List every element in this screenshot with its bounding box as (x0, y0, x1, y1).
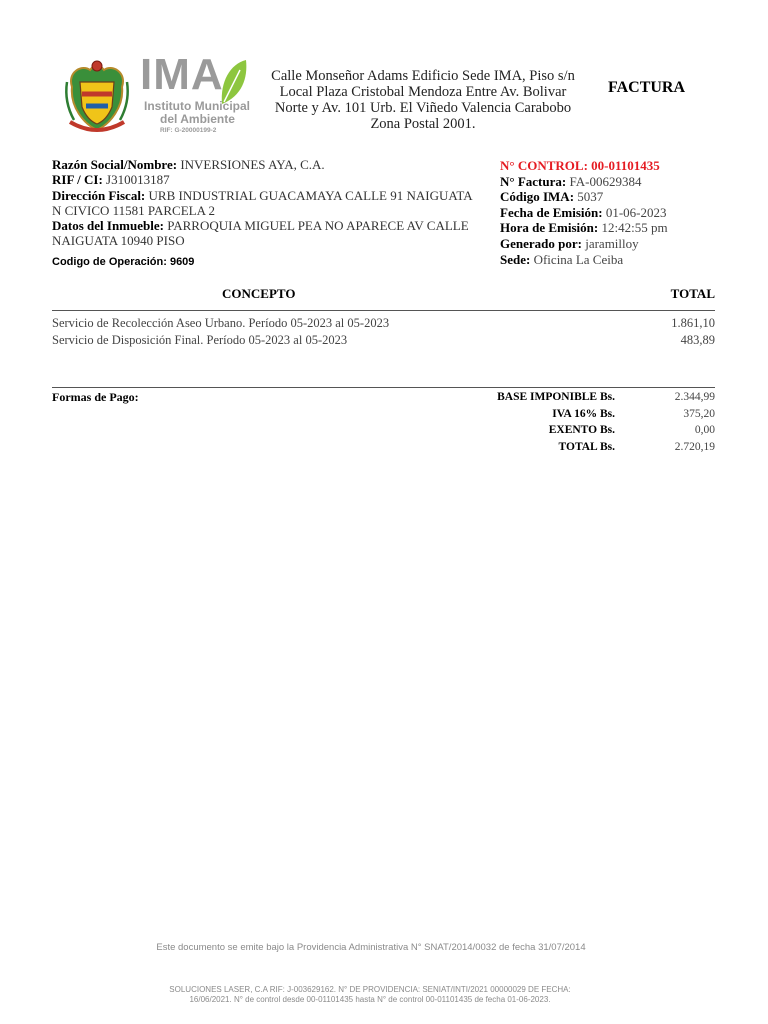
hora-label: Hora de Emisión: (500, 220, 599, 236)
totals-value: 2.344,99 (674, 391, 715, 403)
address-line: Norte y Av. 101 Urb. El Viñedo Valencia Carabobo (274, 100, 572, 116)
totals-row (430, 406, 715, 423)
rif-row (52, 172, 472, 187)
control-number: N° CONTROL: 00-01101435 (500, 158, 660, 173)
concept-table-body (52, 315, 715, 349)
client-info (52, 157, 472, 249)
fecha-value: 01-06-2023 (605, 204, 667, 220)
rif-label: RIF / CI: (52, 172, 103, 188)
sede-row (500, 252, 740, 268)
address-line: Calle Monseñor Adams Edificio Sede IMA, Piso s/n (271, 68, 575, 84)
direccion-row (52, 188, 472, 219)
totals-value: 0,00 (694, 424, 715, 436)
providencia-note: Este documento se emite bajo la Providencia Administrativa N° SNAT/2014/0032 de fecha 31/07/2014 (156, 942, 586, 953)
logo-brand: IMA (140, 50, 224, 99)
inmueble-value: PARROQUIA MIGUEL PEA NO APARECE AV CALLE NAIGUATA 10940 PISO (52, 218, 469, 249)
total-cell: 1.861,10 (671, 316, 715, 330)
address-line: Local Plaza Cristobal Mendoza Entre Av. Bolivar (279, 84, 567, 100)
sede-label: Sede: (500, 251, 531, 267)
razon-social-label: Razón Social/Nombre: (52, 157, 178, 172)
printer-note-line: SOLUCIONES LASER, C.A RIF: J-003629162. N° DE PROVIDENCIA: SENIAT/INTI/2021 00000029 DE FECHA: (169, 985, 571, 994)
hora-row (500, 220, 740, 236)
logo-line2: del Ambiente (160, 112, 235, 126)
ima-logo (62, 52, 257, 140)
total-cell: 483,89 (680, 333, 715, 347)
printer-note-line: 16/06/2021. N° de control desde 00-01101435 hasta N° de control 00-01101435 de fecha 01-06-2023. (189, 994, 551, 1004)
table-row (52, 315, 715, 332)
factura-label: N° Factura: (500, 173, 567, 189)
printer-note (100, 985, 640, 1004)
totals-row (430, 439, 715, 456)
concept-table-header (52, 286, 715, 311)
inmueble-label: Datos del Inmueble: (52, 218, 164, 234)
razon-social-value: INVERSIONES AYA, C.A. (180, 157, 325, 172)
logo-rif: RIF: G-20000199-2 (160, 127, 217, 134)
totals-label: BASE IMPONIBLE Bs. (497, 391, 615, 403)
codigo-value: 5037 (577, 189, 604, 205)
generado-label: Generado por: (500, 235, 582, 251)
totals-label: IVA 16% Bs. (552, 407, 615, 420)
direccion-value: URB INDUSTRIAL GUACAMAYA CALLE 91 NAIGUATA N CIVICO 11581 PARCELA 2 (52, 187, 472, 218)
rif-value: J310013187 (106, 172, 170, 188)
totals-value: 2.720,19 (674, 440, 715, 453)
invoice-info (500, 158, 740, 267)
factura-value: FA-00629384 (569, 173, 642, 189)
table-row (52, 332, 715, 349)
concept-column-header: CONCEPTO (222, 286, 296, 301)
payment-methods-label: Formas de Pago: (52, 390, 139, 404)
address-line: Zona Postal 2001. (370, 116, 476, 132)
totals-divider (52, 387, 715, 388)
totals-value: 375,20 (683, 407, 715, 420)
fecha-row (500, 205, 740, 221)
sede-value: Oficina La Ceiba (533, 251, 624, 267)
totals-label: EXENTO Bs. (548, 424, 615, 436)
total-column-header: TOTAL (670, 286, 715, 301)
operation-code: Codigo de Operación: 9609 (52, 256, 195, 268)
fecha-label: Fecha de Emisión: (500, 204, 603, 220)
generado-value: jaramilloy (585, 235, 639, 251)
hora-value: 12:42:55 pm (601, 220, 668, 236)
issuer-address (262, 68, 584, 132)
logo-line1: Instituto Municipal (144, 99, 250, 113)
razon-social-row (52, 157, 472, 172)
inmueble-row (52, 218, 472, 249)
concept-cell: Servicio de Disposición Final. Período 05-2023 al 05-2023 (52, 333, 348, 347)
codigo-row (500, 189, 740, 205)
totals-row (430, 389, 715, 406)
document-title: FACTURA (608, 79, 686, 96)
totals-label: TOTAL Bs. (558, 440, 615, 453)
direccion-label: Dirección Fiscal: (52, 187, 146, 203)
factura-row (500, 174, 740, 190)
codigo-label: Código IMA: (500, 189, 575, 205)
totals-block (430, 389, 715, 455)
generado-row (500, 236, 740, 252)
totals-row (430, 422, 715, 439)
concept-cell: Servicio de Recolección Aseo Urbano. Período 05-2023 al 05-2023 (52, 316, 390, 330)
